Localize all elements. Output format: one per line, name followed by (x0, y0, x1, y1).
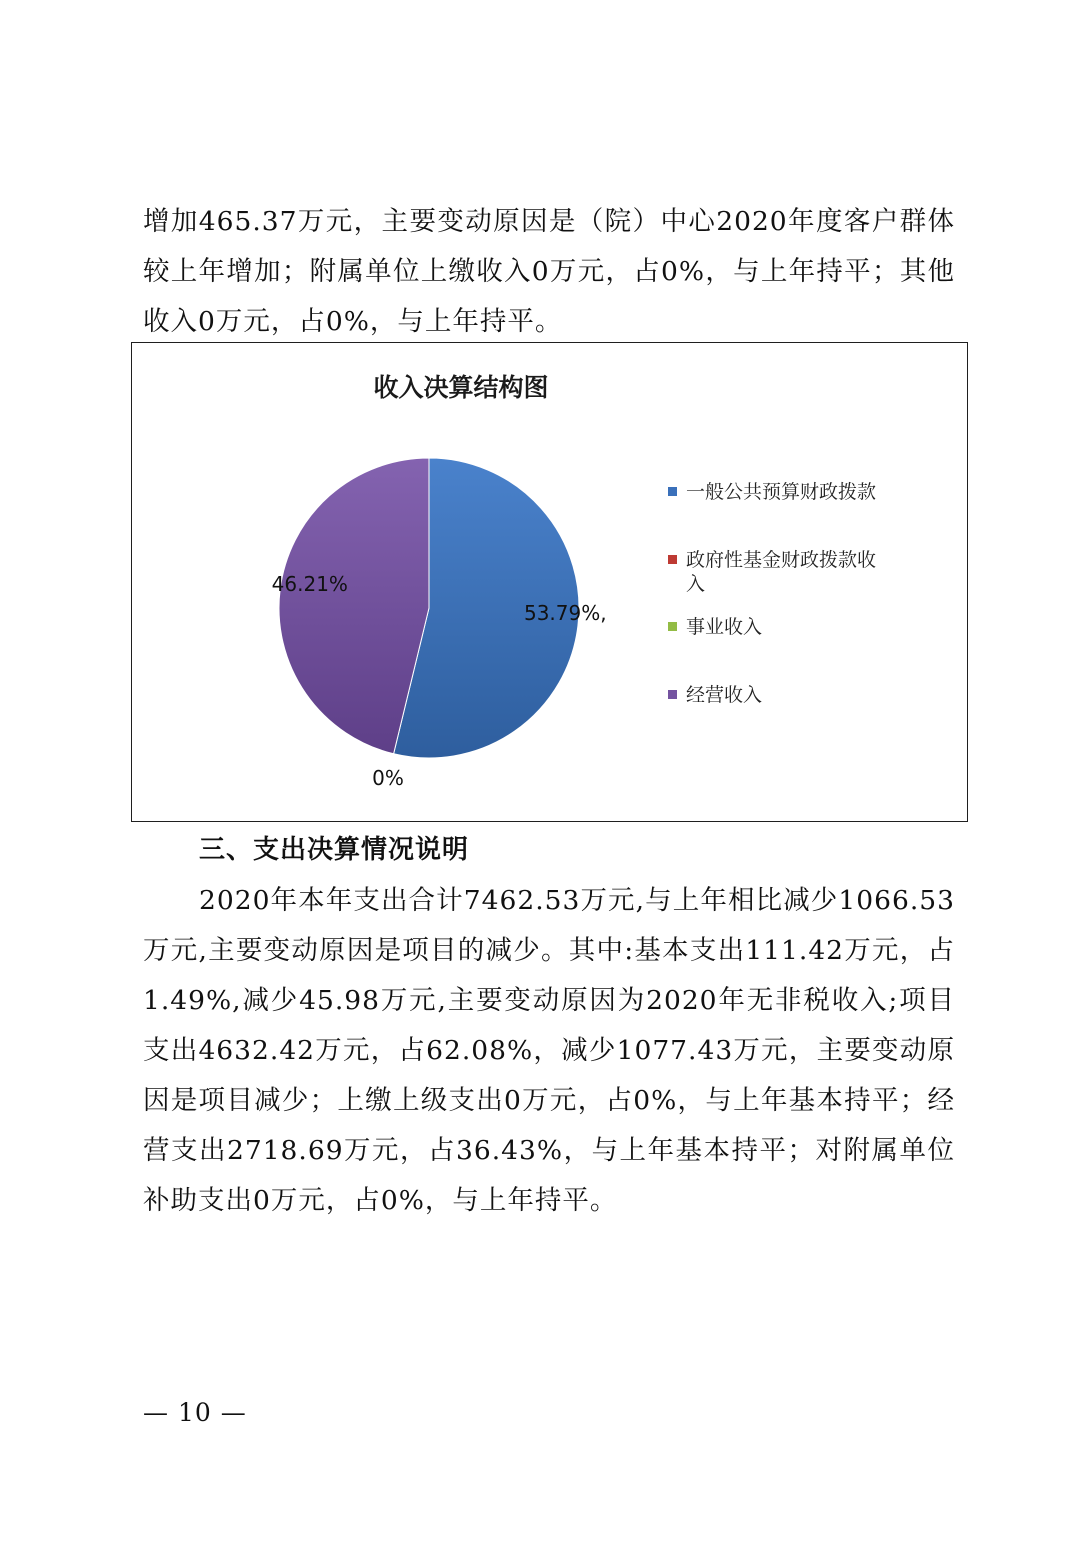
expenditure-paragraph: 2020年本年支出合计7462.53万元,与上年相比减少1066.53万元,主要变动原因是项目的减少。其中:基本支出111.42万元，占1.49%,减少45.98万元,主要变动原因为2020年无非税收入;项目支出4632.42万元，占62.08%，减少1077.43万元，主要变动原因是项目减少；上缴上级支出0万元，占0%，与上年基本持平；经营支出2718.69万元，占36.43%，与上年基本持平；对附属单位补助支出0万元，占0%，与上年持平。 (143, 885, 955, 1216)
page-number: — 10 — (143, 1398, 247, 1427)
legend-swatch (668, 622, 677, 631)
pie-data-label: 53.79%, (523, 601, 607, 626)
pie-data-label: 46.21% (271, 572, 348, 597)
section-heading-expenditure: 三、支出决算情况说明 (199, 835, 470, 865)
legend-swatch (668, 690, 677, 699)
legend-label: 经营收入 (686, 684, 763, 706)
legend-swatch (668, 487, 677, 496)
legend-swatch (668, 555, 677, 564)
pie-chart-canvas (132, 343, 967, 821)
chart-title: 收入决算结构图 (373, 373, 549, 402)
income-paragraph-tail: 增加465.37万元，主要变动原因是（院）中心2020年度客户群体较上年增加；附属单位上缴收入0万元，占0%，与上年持平；其他收入0万元，占0%，与上年持平。 (143, 206, 955, 337)
chart-legend (668, 481, 876, 706)
legend-label: 事业收入 (686, 616, 763, 638)
legend-label: 入 (686, 573, 706, 595)
pie-zero-label: 0% (372, 766, 404, 790)
income-structure-chart (131, 342, 968, 822)
legend-label: 一般公共预算财政拨款 (686, 481, 877, 503)
legend-label: 政府性基金财政拨款收 (686, 549, 877, 571)
